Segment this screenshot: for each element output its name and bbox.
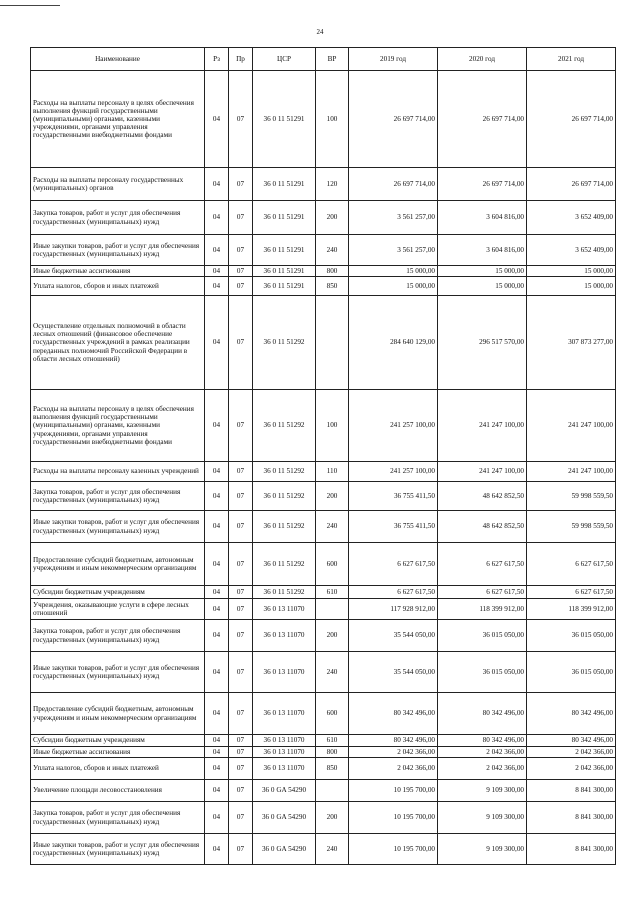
cell-vr: [316, 599, 349, 620]
cell-vr: 800: [316, 747, 349, 758]
cell-csr: 36 0 11 51291: [253, 71, 316, 168]
cell-pr: 07: [229, 693, 253, 735]
cell-2019: 15 000,00: [349, 277, 438, 296]
cell-2019: 35 544 050,00: [349, 620, 438, 652]
table-row: [31, 834, 616, 865]
cell-name: Расходы на выплаты персоналу казенных учреждений: [31, 462, 205, 482]
table-row: [31, 586, 616, 599]
cell-vr: 200: [316, 620, 349, 652]
cell-rz: 04: [205, 780, 229, 802]
cell-2021: 241 247 100,00: [527, 462, 616, 482]
header-vr: ВР: [316, 48, 349, 71]
cell-2021: 26 697 714,00: [527, 71, 616, 168]
cell-pr: 07: [229, 735, 253, 747]
table-row: [31, 802, 616, 834]
cell-2019: 10 195 700,00: [349, 802, 438, 834]
cell-csr: 36 0 11 51292: [253, 543, 316, 586]
cell-csr: 36 0 11 51292: [253, 482, 316, 511]
cell-name: Иные закупки товаров, работ и услуг для обеспечения государственных (муниципальных) нужд: [31, 511, 205, 543]
cell-name: Уплата налогов, сборов и иных платежей: [31, 758, 205, 780]
table-row: [31, 652, 616, 693]
cell-rz: 04: [205, 390, 229, 462]
cell-pr: 07: [229, 277, 253, 296]
cell-pr: 07: [229, 586, 253, 599]
cell-vr: 240: [316, 235, 349, 266]
cell-2021: 307 873 277,00: [527, 296, 616, 390]
cell-name: Осуществление отдельных полномочий в области лесных отношений (финансовое обеспечение государственных учреждений в рамках реализации переданных полномочий Российской Федерации в области лесных отношений): [31, 296, 205, 390]
cell-pr: 07: [229, 71, 253, 168]
cell-name: Расходы на выплаты персоналу в целях обеспечения выполнения функций государственными (муниципальными) органами, казенными учреждениями, органами управления государственными внебюджетными фондами: [31, 390, 205, 462]
header-csr: ЦСР: [253, 48, 316, 71]
cell-2021: 15 000,00: [527, 277, 616, 296]
cell-name: Иные закупки товаров, работ и услуг для обеспечения государственных (муниципальных) нужд: [31, 652, 205, 693]
cell-pr: 07: [229, 802, 253, 834]
table-row: [31, 511, 616, 543]
cell-pr: 07: [229, 620, 253, 652]
header-2020: 2020 год: [438, 48, 527, 71]
cell-2021: 2 042 366,00: [527, 747, 616, 758]
cell-pr: 07: [229, 235, 253, 266]
table-row: [31, 235, 616, 266]
table-row: [31, 620, 616, 652]
cell-name: Иные бюджетные ассигнования: [31, 747, 205, 758]
cell-rz: 04: [205, 266, 229, 277]
cell-2021: 80 342 496,00: [527, 735, 616, 747]
cell-name: Расходы на выплаты персоналу государственных (муниципальных) органов: [31, 168, 205, 201]
cell-2021: 26 697 714,00: [527, 168, 616, 201]
cell-2021: 3 652 409,00: [527, 201, 616, 235]
table-row: [31, 266, 616, 277]
cell-2019: 3 561 257,00: [349, 235, 438, 266]
cell-csr: 36 0 GA 54290: [253, 802, 316, 834]
cell-pr: 07: [229, 511, 253, 543]
cell-csr: 36 0 13 11070: [253, 693, 316, 735]
cell-2020: 296 517 570,00: [438, 296, 527, 390]
cell-rz: 04: [205, 71, 229, 168]
cell-2019: 2 042 366,00: [349, 747, 438, 758]
cell-2019: 10 195 700,00: [349, 834, 438, 865]
cell-2020: 3 604 816,00: [438, 235, 527, 266]
cell-csr: 36 0 11 51291: [253, 168, 316, 201]
table-row: [31, 296, 616, 390]
cell-name: Учреждения, оказывающие услуги в сфере лесных отношений: [31, 599, 205, 620]
table-row: [31, 277, 616, 296]
cell-2019: 80 342 496,00: [349, 693, 438, 735]
cell-name: Предоставление субсидий бюджетным, автономным учреждениям и иным некоммерческим организациям: [31, 693, 205, 735]
cell-vr: 110: [316, 462, 349, 482]
cell-vr: 120: [316, 168, 349, 201]
cell-2021: 241 247 100,00: [527, 390, 616, 462]
cell-2019: 6 627 617,50: [349, 586, 438, 599]
cell-2020: 9 109 300,00: [438, 834, 527, 865]
cell-2021: 118 399 912,00: [527, 599, 616, 620]
cell-2020: 9 109 300,00: [438, 802, 527, 834]
cell-2019: 284 640 129,00: [349, 296, 438, 390]
table-row: [31, 168, 616, 201]
cell-pr: 07: [229, 201, 253, 235]
cell-2021: 6 627 617,50: [527, 586, 616, 599]
cell-csr: 36 0 13 11070: [253, 735, 316, 747]
table-row: [31, 693, 616, 735]
budget-table: [30, 47, 616, 865]
cell-vr: [316, 296, 349, 390]
cell-name: Иные бюджетные ассигнования: [31, 266, 205, 277]
cell-2020: 15 000,00: [438, 277, 527, 296]
table-row: [31, 747, 616, 758]
cell-2020: 2 042 366,00: [438, 758, 527, 780]
cell-pr: 07: [229, 758, 253, 780]
cell-vr: 200: [316, 482, 349, 511]
cell-csr: 36 0 11 51291: [253, 201, 316, 235]
cell-pr: 07: [229, 543, 253, 586]
cell-pr: 07: [229, 462, 253, 482]
cell-vr: 240: [316, 511, 349, 543]
table-row: [31, 201, 616, 235]
cell-2020: 15 000,00: [438, 266, 527, 277]
cell-csr: 36 0 11 51292: [253, 296, 316, 390]
cell-rz: 04: [205, 834, 229, 865]
cell-2019: 10 195 700,00: [349, 780, 438, 802]
cell-vr: 610: [316, 735, 349, 747]
cell-2020: 48 642 852,50: [438, 482, 527, 511]
cell-2019: 36 755 411,50: [349, 511, 438, 543]
cell-rz: 04: [205, 277, 229, 296]
cell-csr: 36 0 13 11070: [253, 758, 316, 780]
cell-vr: 800: [316, 266, 349, 277]
cell-csr: 36 0 13 11070: [253, 620, 316, 652]
cell-pr: 07: [229, 168, 253, 201]
cell-rz: 04: [205, 620, 229, 652]
cell-2020: 36 015 050,00: [438, 620, 527, 652]
table-header-row: [31, 48, 616, 71]
cell-vr: 850: [316, 277, 349, 296]
cell-vr: 240: [316, 834, 349, 865]
cell-2020: 26 697 714,00: [438, 71, 527, 168]
cell-csr: 36 0 11 51292: [253, 462, 316, 482]
cell-csr: 36 0 11 51292: [253, 390, 316, 462]
cell-2021: 80 342 496,00: [527, 693, 616, 735]
cell-pr: 07: [229, 599, 253, 620]
page-number: 24: [316, 28, 324, 36]
cell-pr: 07: [229, 296, 253, 390]
cell-vr: 240: [316, 652, 349, 693]
cell-rz: 04: [205, 462, 229, 482]
cell-2020: 9 109 300,00: [438, 780, 527, 802]
cell-2020: 6 627 617,50: [438, 586, 527, 599]
cell-csr: 36 0 GA 54290: [253, 834, 316, 865]
cell-csr: 36 0 11 51291: [253, 266, 316, 277]
cell-vr: 100: [316, 71, 349, 168]
cell-2021: 59 998 559,50: [527, 511, 616, 543]
cell-2020: 241 247 100,00: [438, 462, 527, 482]
cell-vr: 610: [316, 586, 349, 599]
cell-2019: 26 697 714,00: [349, 71, 438, 168]
cell-2019: 6 627 617,50: [349, 543, 438, 586]
cell-rz: 04: [205, 758, 229, 780]
cell-2020: 36 015 050,00: [438, 652, 527, 693]
cell-pr: 07: [229, 482, 253, 511]
cell-2020: 241 247 100,00: [438, 390, 527, 462]
cell-rz: 04: [205, 296, 229, 390]
cell-rz: 04: [205, 511, 229, 543]
cell-2020: 80 342 496,00: [438, 735, 527, 747]
cell-vr: 850: [316, 758, 349, 780]
cell-name: Предоставление субсидий бюджетным, автономным учреждениям и иным некоммерческим организациям: [31, 543, 205, 586]
cell-2020: 48 642 852,50: [438, 511, 527, 543]
cell-name: Иные закупки товаров, работ и услуг для обеспечения государственных (муниципальных) нужд: [31, 834, 205, 865]
cell-rz: 04: [205, 599, 229, 620]
cell-csr: 36 0 11 51291: [253, 235, 316, 266]
cell-vr: [316, 780, 349, 802]
cell-vr: 200: [316, 201, 349, 235]
cell-2019: 241 257 100,00: [349, 390, 438, 462]
cell-2020: 118 399 912,00: [438, 599, 527, 620]
cell-csr: 36 0 13 11070: [253, 599, 316, 620]
cell-rz: 04: [205, 235, 229, 266]
cell-2020: 2 042 366,00: [438, 747, 527, 758]
cell-rz: 04: [205, 168, 229, 201]
cell-csr: 36 0 13 11070: [253, 652, 316, 693]
table-row: [31, 758, 616, 780]
cell-2021: 3 652 409,00: [527, 235, 616, 266]
cell-name: Расходы на выплаты персоналу в целях обеспечения выполнения функций государственными (муниципальными) органами, казенными учреждениями, органами управления государственными внебюджетными фондами: [31, 71, 205, 168]
cell-2019: 36 755 411,50: [349, 482, 438, 511]
cell-name: Закупка товаров, работ и услуг для обеспечения государственных (муниципальных) нужд: [31, 482, 205, 511]
cell-2020: 3 604 816,00: [438, 201, 527, 235]
cell-2020: 80 342 496,00: [438, 693, 527, 735]
cell-pr: 07: [229, 747, 253, 758]
cell-pr: 07: [229, 652, 253, 693]
cell-rz: 04: [205, 693, 229, 735]
cell-rz: 04: [205, 747, 229, 758]
cell-pr: 07: [229, 780, 253, 802]
cell-name: Закупка товаров, работ и услуг для обеспечения государственных (муниципальных) нужд: [31, 802, 205, 834]
cell-name: Иные закупки товаров, работ и услуг для обеспечения государственных (муниципальных) нужд: [31, 235, 205, 266]
cell-rz: 04: [205, 652, 229, 693]
cell-2021: 36 015 050,00: [527, 620, 616, 652]
cell-rz: 04: [205, 735, 229, 747]
cell-csr: 36 0 11 51292: [253, 586, 316, 599]
table-row: [31, 482, 616, 511]
cell-2019: 80 342 496,00: [349, 735, 438, 747]
cell-pr: 07: [229, 390, 253, 462]
cell-csr: 36 0 11 51291: [253, 277, 316, 296]
cell-name: Закупка товаров, работ и услуг для обеспечения государственных (муниципальных) нужд: [31, 201, 205, 235]
cell-2021: 2 042 366,00: [527, 758, 616, 780]
cell-rz: 04: [205, 802, 229, 834]
cell-name: Субсидии бюджетным учреждениям: [31, 735, 205, 747]
cell-2021: 8 841 300,00: [527, 802, 616, 834]
cell-vr: 600: [316, 543, 349, 586]
cell-2019: 2 042 366,00: [349, 758, 438, 780]
cell-vr: 100: [316, 390, 349, 462]
cell-2021: 8 841 300,00: [527, 780, 616, 802]
cell-2019: 241 257 100,00: [349, 462, 438, 482]
cell-csr: 36 0 GA 54290: [253, 780, 316, 802]
cell-2019: 15 000,00: [349, 266, 438, 277]
cell-name: Увеличение площади лесовосстановления: [31, 780, 205, 802]
cell-name: Субсидии бюджетным учреждениям: [31, 586, 205, 599]
table-row: [31, 390, 616, 462]
cell-rz: 04: [205, 543, 229, 586]
cell-vr: 600: [316, 693, 349, 735]
header-pr: Пр: [229, 48, 253, 71]
header-rz: Рз: [205, 48, 229, 71]
cell-rz: 04: [205, 586, 229, 599]
cell-2021: 8 841 300,00: [527, 834, 616, 865]
table-row: [31, 462, 616, 482]
cell-csr: 36 0 11 51292: [253, 511, 316, 543]
cell-2021: 36 015 050,00: [527, 652, 616, 693]
table-body: [31, 71, 616, 865]
cell-2019: 35 544 050,00: [349, 652, 438, 693]
cell-pr: 07: [229, 266, 253, 277]
header-2021: 2021 год: [527, 48, 616, 71]
cell-name: Уплата налогов, сборов и иных платежей: [31, 277, 205, 296]
cell-2019: 117 928 912,00: [349, 599, 438, 620]
cell-csr: 36 0 13 11070: [253, 747, 316, 758]
cell-2019: 3 561 257,00: [349, 201, 438, 235]
cell-name: Закупка товаров, работ и услуг для обеспечения государственных (муниципальных) нужд: [31, 620, 205, 652]
table-row: [31, 543, 616, 586]
table-row: [31, 735, 616, 747]
cell-pr: 07: [229, 834, 253, 865]
cell-rz: 04: [205, 482, 229, 511]
cell-2020: 6 627 617,50: [438, 543, 527, 586]
cell-vr: 200: [316, 802, 349, 834]
cell-2019: 26 697 714,00: [349, 168, 438, 201]
cell-2020: 26 697 714,00: [438, 168, 527, 201]
header-name: Наименование: [31, 48, 205, 71]
corner-line: [0, 0, 60, 6]
table-row: [31, 780, 616, 802]
table-row: [31, 599, 616, 620]
cell-2021: 6 627 617,50: [527, 543, 616, 586]
cell-2021: 15 000,00: [527, 266, 616, 277]
cell-rz: 04: [205, 201, 229, 235]
table-row: [31, 71, 616, 168]
header-2019: 2019 год: [349, 48, 438, 71]
cell-2021: 59 998 559,50: [527, 482, 616, 511]
